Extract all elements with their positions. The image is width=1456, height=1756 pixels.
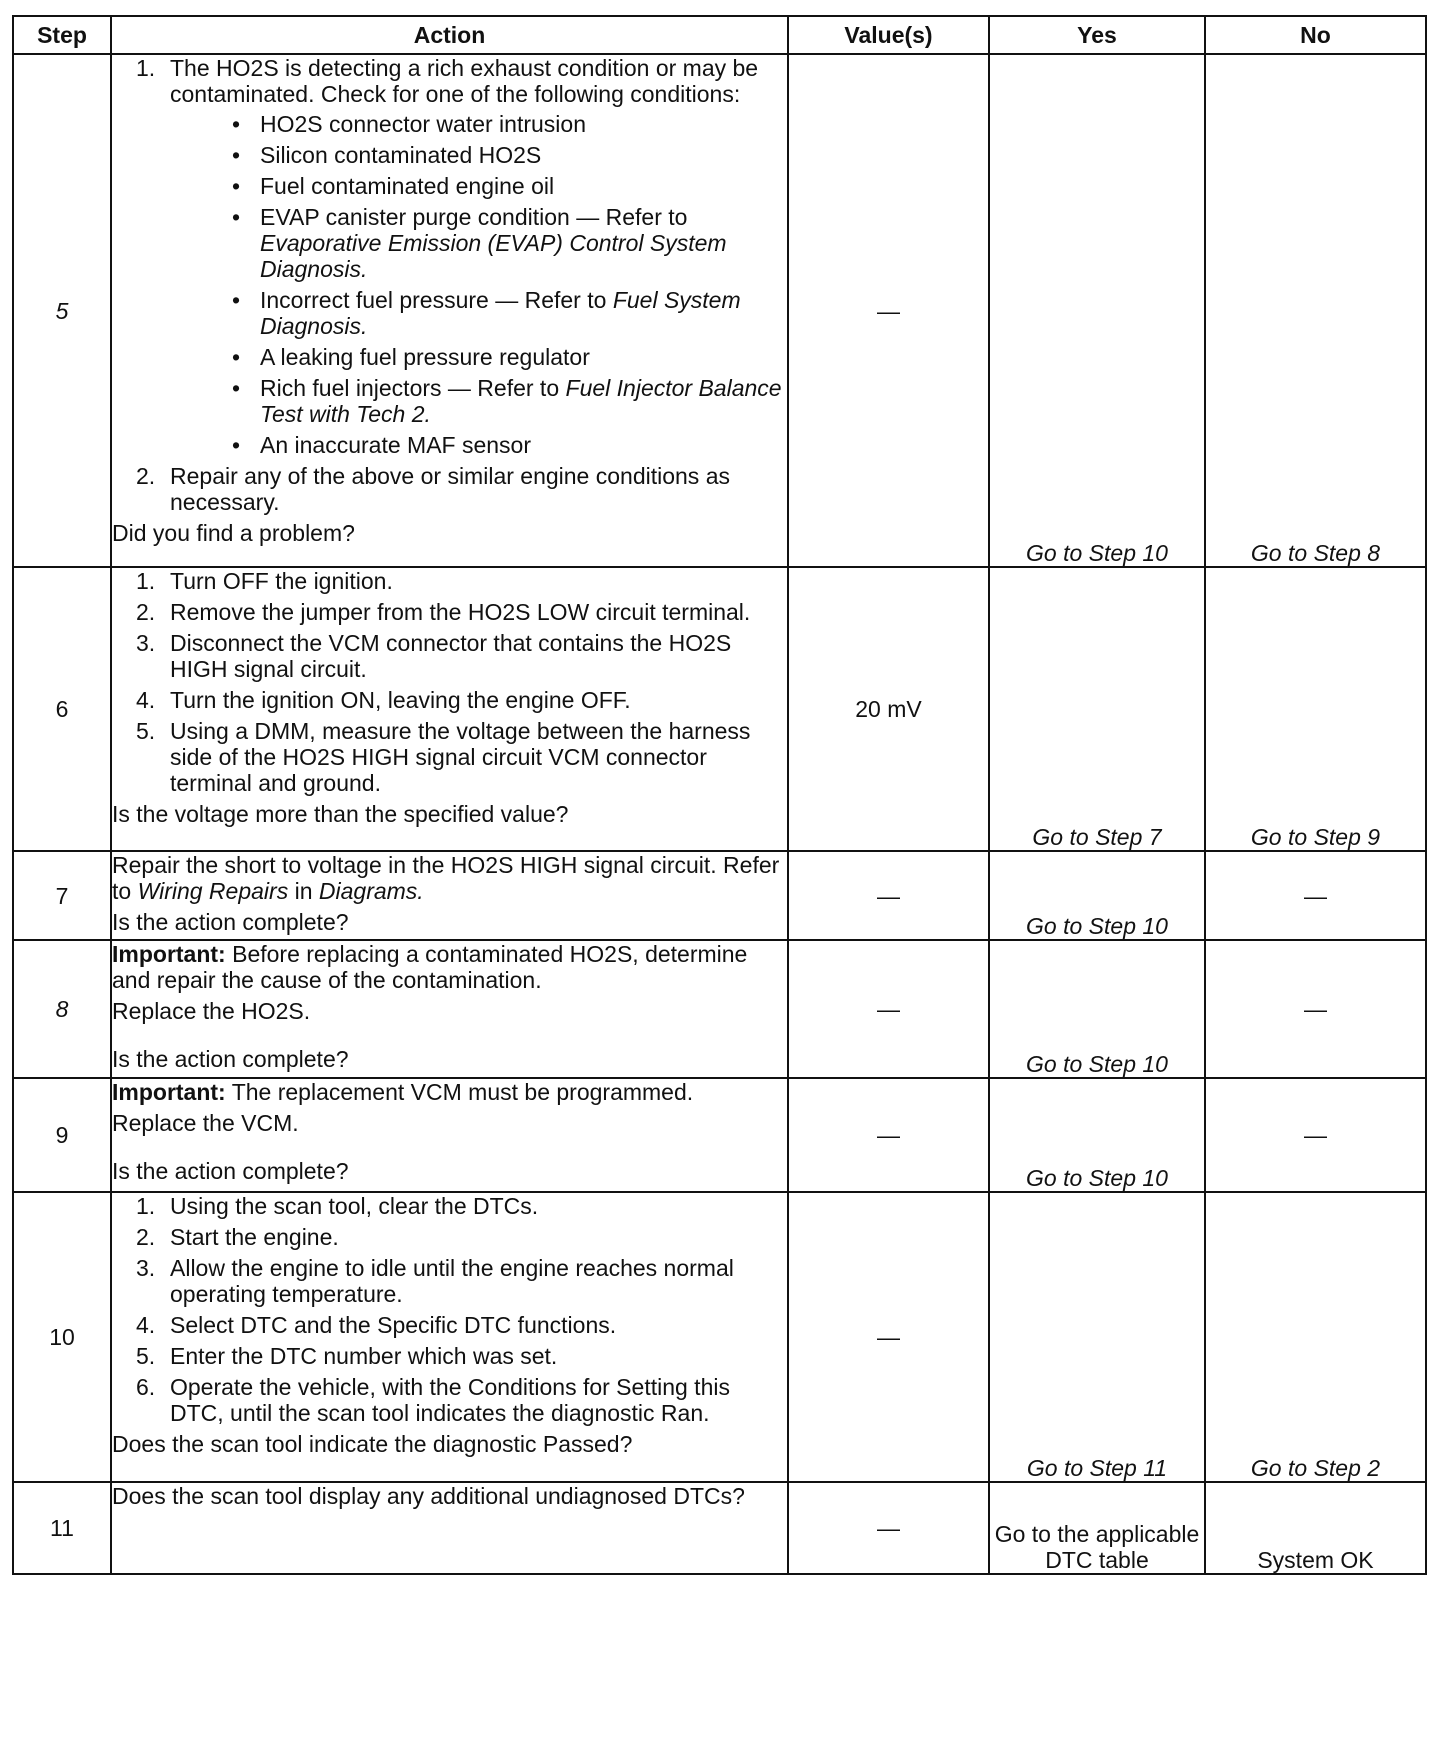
item-text: Turn the ignition ON, leaving the engine OFF. — [170, 687, 631, 713]
question: Did you find a problem? — [112, 520, 355, 546]
yes-cell[interactable]: Go to Step 11 — [989, 1192, 1205, 1482]
action-cell — [111, 940, 788, 1078]
item-text: Select DTC and the Specific DTC functions. — [170, 1312, 617, 1338]
no-cell: System OK — [1205, 1482, 1426, 1574]
bullet-item: • A leaking fuel pressure regulator — [232, 344, 590, 370]
table-row-step-10 — [13, 1192, 1426, 1482]
action-text: Replace the HO2S. — [112, 998, 311, 1024]
bullet-text: EVAP canister purge condition — Refer to — [260, 204, 688, 230]
reference-link[interactable]: Fuel Injector Balance Test with Tech 2. — [260, 375, 782, 427]
bullet-text: An inaccurate MAF sensor — [260, 432, 532, 458]
value-cell: 20 mV — [788, 567, 989, 851]
question: Is the action complete? — [112, 1046, 349, 1072]
item-text: Using the scan tool, clear the DTCs. — [170, 1193, 539, 1219]
reference-link[interactable]: Fuel System Diagnosis. — [260, 287, 741, 339]
table-row-step-9 — [13, 1078, 1426, 1192]
item-text: Disconnect the VCM connector that contains the HO2S HIGH signal circuit. — [170, 630, 732, 682]
important-label: Important: — [112, 941, 226, 967]
item-text: Turn OFF the ignition. — [170, 568, 393, 594]
list-item: 5. Enter the DTC number which was set. — [136, 1343, 558, 1369]
value-cell: — — [788, 851, 989, 940]
question: Is the action complete? — [112, 1158, 349, 1184]
important-text: The replacement VCM must be programmed. — [225, 1079, 694, 1105]
header-step: Step — [13, 16, 111, 54]
bullet-item: • An inaccurate MAF sensor — [232, 432, 532, 458]
item-text: The HO2S is detecting a rich exhaust condition or may be contaminated. Check for one of the following conditions: — [170, 55, 759, 107]
list-item: 5. Using a DMM, measure the voltage between the harness side of the HO2S HIGH signal circuit VCM connector terminal and ground. — [136, 718, 751, 796]
list-item: 2. Start the engine. — [136, 1224, 339, 1250]
step-number: 9 — [13, 1078, 111, 1192]
step-number: 11 — [13, 1482, 111, 1574]
question: Does the scan tool display any additional undiagnosed DTCs? — [112, 1483, 745, 1509]
reference-link[interactable]: Wiring Repairs — [137, 878, 289, 904]
diagnostic-table — [12, 15, 1427, 1575]
yes-cell[interactable]: Go to Step 10 — [989, 851, 1205, 940]
list-item: 2. Repair any of the above or similar engine conditions as necessary. — [136, 463, 730, 515]
important-text: Before replacing a contaminated HO2S, determine and repair the cause of the contamination. — [112, 941, 748, 993]
bullet-item: • Incorrect fuel pressure — Refer to Fuel System Diagnosis. — [232, 287, 741, 339]
step-number: 7 — [13, 851, 111, 940]
question: Does the scan tool indicate the diagnostic Passed? — [112, 1431, 633, 1457]
step-number: 6 — [13, 567, 111, 851]
list-item: 1. Using the scan tool, clear the DTCs. — [136, 1193, 539, 1219]
no-cell[interactable]: Go to Step 8 — [1205, 54, 1426, 567]
list-item: 4. Select DTC and the Specific DTC functions. — [136, 1312, 617, 1338]
list-item: 3. Disconnect the VCM connector that contains the HO2S HIGH signal circuit. — [136, 630, 732, 682]
step-number: 10 — [13, 1192, 111, 1482]
question: Is the voltage more than the specified value? — [112, 801, 569, 827]
reference-link[interactable]: Evaporative Emission (EVAP) Control System Diagnosis. — [260, 230, 727, 282]
no-cell: — — [1205, 940, 1426, 1078]
item-text: Repair any of the above or similar engine conditions as necessary. — [170, 463, 730, 515]
bullet-item: • EVAP canister purge condition — Refer to Evaporative Emission (EVAP) Control System Diagnosis. — [232, 204, 727, 282]
action-cell — [111, 1192, 788, 1482]
item-text: Allow the engine to idle until the engine reaches normal operating temperature. — [170, 1255, 734, 1307]
bullet-item: • Silicon contaminated HO2S — [232, 142, 542, 168]
bullet-text: Incorrect fuel pressure — Refer to — [260, 287, 613, 313]
table-row-step-7 — [13, 851, 1426, 940]
yes-cell[interactable]: Go to Step 10 — [989, 54, 1205, 567]
no-cell[interactable]: Go to Step 9 — [1205, 567, 1426, 851]
bullet-text: HO2S connector water intrusion — [260, 111, 586, 137]
important-note — [112, 941, 787, 993]
action-cell — [111, 1482, 788, 1574]
header-no: No — [1205, 16, 1426, 54]
bullet-text: A leaking fuel pressure regulator — [260, 344, 590, 370]
item-text: Start the engine. — [170, 1224, 339, 1250]
bullet-text: Rich fuel injectors — Refer to — [260, 375, 566, 401]
header-action: Action — [111, 16, 788, 54]
no-cell: — — [1205, 851, 1426, 940]
action-cell — [111, 851, 788, 940]
table-row-step-11 — [13, 1482, 1426, 1574]
table-row-step-6 — [13, 567, 1426, 851]
header-row — [13, 16, 1426, 54]
list-item: 1. The HO2S is detecting a rich exhaust condition or may be contaminated. Check for one of the following conditions: • HO2S connector water intrusion • Silicon contaminated HO2S • Fuel contaminated engine oil • EVAP canister purge condition — Refer to Evaporative Emission (EVAP) Control System Diagnosis. • Incorrect fuel pressure — Refer to Fuel System Diagnosis. • A leaking fuel pressure regulator • Rich fuel injectors — Refer to Fuel Injector Balance Test with Tech 2. • An inaccurate MAF sensor — [112, 55, 787, 458]
list-item: 3. Allow the engine to idle until the engine reaches normal operating temperature. — [136, 1255, 734, 1307]
list-item: 1. Turn OFF the ignition. — [136, 568, 393, 594]
item-text: Enter the DTC number which was set. — [170, 1343, 558, 1369]
action-cell — [111, 54, 788, 567]
yes-cell[interactable]: Go to Step 10 — [989, 1078, 1205, 1192]
step-number: 5 — [13, 54, 111, 567]
action-text-part: Repair the short to voltage in the HO2S HIGH signal circuit. Refer to — [112, 852, 780, 904]
value-cell: — — [788, 54, 989, 567]
item-text: Operate the vehicle, with the Conditions for Setting this DTC, until the scan tool indicates the diagnostic Ran. — [170, 1374, 730, 1426]
question: Is the action complete? — [112, 909, 349, 935]
bullet-item: • HO2S connector water intrusion — [232, 111, 586, 137]
value-cell: — — [788, 1078, 989, 1192]
header-values: Value(s) — [788, 16, 989, 54]
no-cell[interactable]: Go to Step 2 — [1205, 1192, 1426, 1482]
action-text-part: in — [288, 878, 319, 904]
item-text: Remove the jumper from the HO2S LOW circuit terminal. — [170, 599, 751, 625]
step-number: 8 — [13, 940, 111, 1078]
bullet-text: Fuel contaminated engine oil — [260, 173, 555, 199]
bullet-item: • Fuel contaminated engine oil — [232, 173, 555, 199]
table-row-step-5 — [13, 54, 1426, 567]
action-cell — [111, 1078, 788, 1192]
yes-cell[interactable]: Go to Step 7 — [989, 567, 1205, 851]
reference-link[interactable]: Diagrams. — [318, 878, 424, 904]
item-text: Using a DMM, measure the voltage between the harness side of the HO2S HIGH signal circuit VCM connector terminal and ground. — [170, 718, 751, 796]
list-item: 4. Turn the ignition ON, leaving the engine OFF. — [136, 687, 631, 713]
yes-cell[interactable]: Go to the applicable DTC table — [989, 1482, 1205, 1574]
important-note — [112, 1079, 787, 1105]
value-cell: — — [788, 940, 989, 1078]
action-text — [112, 852, 787, 904]
action-cell — [111, 567, 788, 851]
important-label: Important: — [112, 1079, 226, 1105]
header-yes: Yes — [989, 16, 1205, 54]
action-text: Replace the VCM. — [112, 1110, 299, 1136]
table-row-step-8 — [13, 940, 1426, 1078]
list-item: 2. Remove the jumper from the HO2S LOW circuit terminal. — [136, 599, 751, 625]
no-cell: — — [1205, 1078, 1426, 1192]
bullet-item: • Rich fuel injectors — Refer to Fuel Injector Balance Test with Tech 2. — [232, 375, 782, 427]
bullet-text: Silicon contaminated HO2S — [260, 142, 542, 168]
yes-cell[interactable]: Go to Step 10 — [989, 940, 1205, 1078]
value-cell: — — [788, 1192, 989, 1482]
list-item: 6. Operate the vehicle, with the Conditions for Setting this DTC, until the scan tool indicates the diagnostic Ran. — [136, 1374, 730, 1426]
value-cell: — — [788, 1482, 989, 1574]
